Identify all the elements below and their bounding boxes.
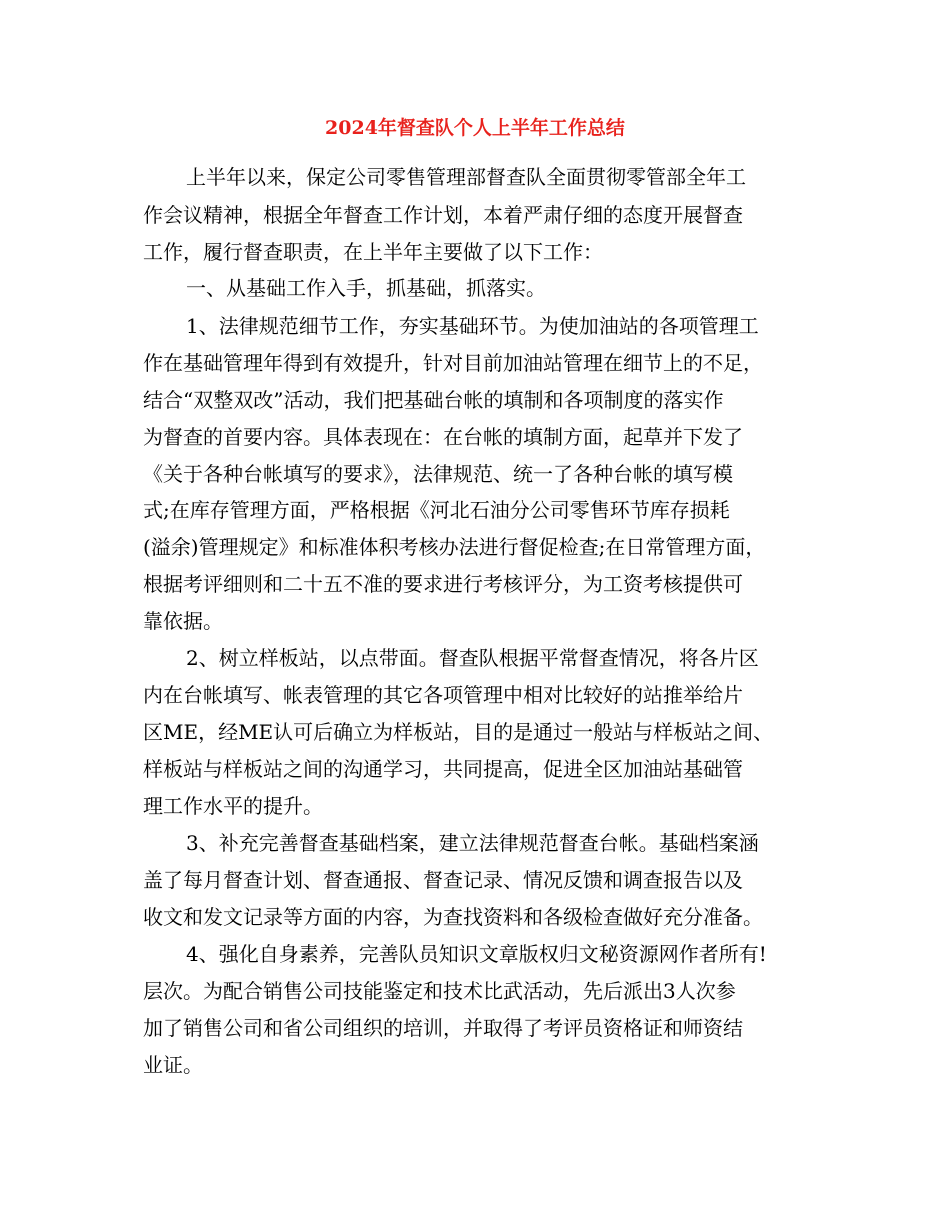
text-line: 盖了每月督查计划、督查通报、督查记录、情况反馈和调查报告以及 bbox=[143, 868, 743, 892]
document-title: 2024年督查队个人上半年工作总结 bbox=[325, 117, 625, 139]
text-line: (溢余)管理规定》和标准体积考核办法进行督促检查;在日常管理方面， bbox=[143, 535, 766, 559]
text-line: 2、树立样板站，以点带面。督查队根据平常督查情况，将各片区 bbox=[186, 646, 759, 670]
text-line: 区ME，经ME认可后确立为样板站，目的是通过一般站与样板站之间、 bbox=[143, 720, 774, 744]
text-line: 4、强化自身素养，完善队员知识文章版权归文秘资源网作者所有! bbox=[186, 942, 767, 966]
text-line: 内在台帐填写、帐表管理的其它各项管理中相对比较好的站推举给片 bbox=[143, 683, 743, 707]
text-line: 靠依据。 bbox=[143, 609, 223, 633]
text-line: 加了销售公司和省公司组织的培训，并取得了考评员资格证和师资结 bbox=[143, 1016, 743, 1040]
text-line: 1、法律规范细节工作，夯实基础环节。为使加油站的各项管理工 bbox=[186, 314, 759, 338]
text-line: 一、从基础工作入手，抓基础，抓落实。 bbox=[186, 276, 546, 300]
text-line: 式;在库存管理方面，严格根据《河北石油分公司零售环节库存损耗 bbox=[143, 498, 730, 522]
text-line: 业证。 bbox=[143, 1053, 203, 1077]
text-line: 理工作水平的提升。 bbox=[143, 794, 323, 818]
text-line: 3、补充完善督查基础档案，建立法律规范督查台帐。基础档案涵 bbox=[186, 831, 759, 855]
text-line: 上半年以来，保定公司零售管理部督查队全面贯彻零管部全年工 bbox=[186, 165, 746, 189]
text-line: 样板站与样板站之间的沟通学习，共同提高，促进全区加油站基础管 bbox=[143, 757, 743, 781]
text-line: 《关于各种台帐填写的要求》，法律规范、统一了各种台帐的填写模 bbox=[143, 462, 733, 486]
text-line: 根据考评细则和二十五不准的要求进行考核评分，为工资考核提供可 bbox=[143, 572, 743, 596]
text-line: 为督查的首要内容。具体表现在：在台帐的填制方面，起草并下发了 bbox=[143, 425, 743, 449]
text-line: 工作，履行督查职责，在上半年主要做了以下工作： bbox=[143, 240, 603, 264]
text-line: 层次。为配合销售公司技能鉴定和技术比武活动，先后派出3人次参 bbox=[143, 979, 736, 1003]
text-line: 收文和发文记录等方面的内容，为查找资料和各级检查做好充分准备。 bbox=[143, 905, 763, 929]
text-line: 作会议精神，根据全年督查工作计划，本着严肃仔细的态度开展督查 bbox=[143, 203, 743, 227]
text-line: 作在基础管理年得到有效提升，针对目前加油站管理在细节上的不足， bbox=[143, 351, 763, 375]
text-line: 结合“双整双改”活动，我们把基础台帐的填制和各项制度的落实作 bbox=[143, 388, 724, 412]
